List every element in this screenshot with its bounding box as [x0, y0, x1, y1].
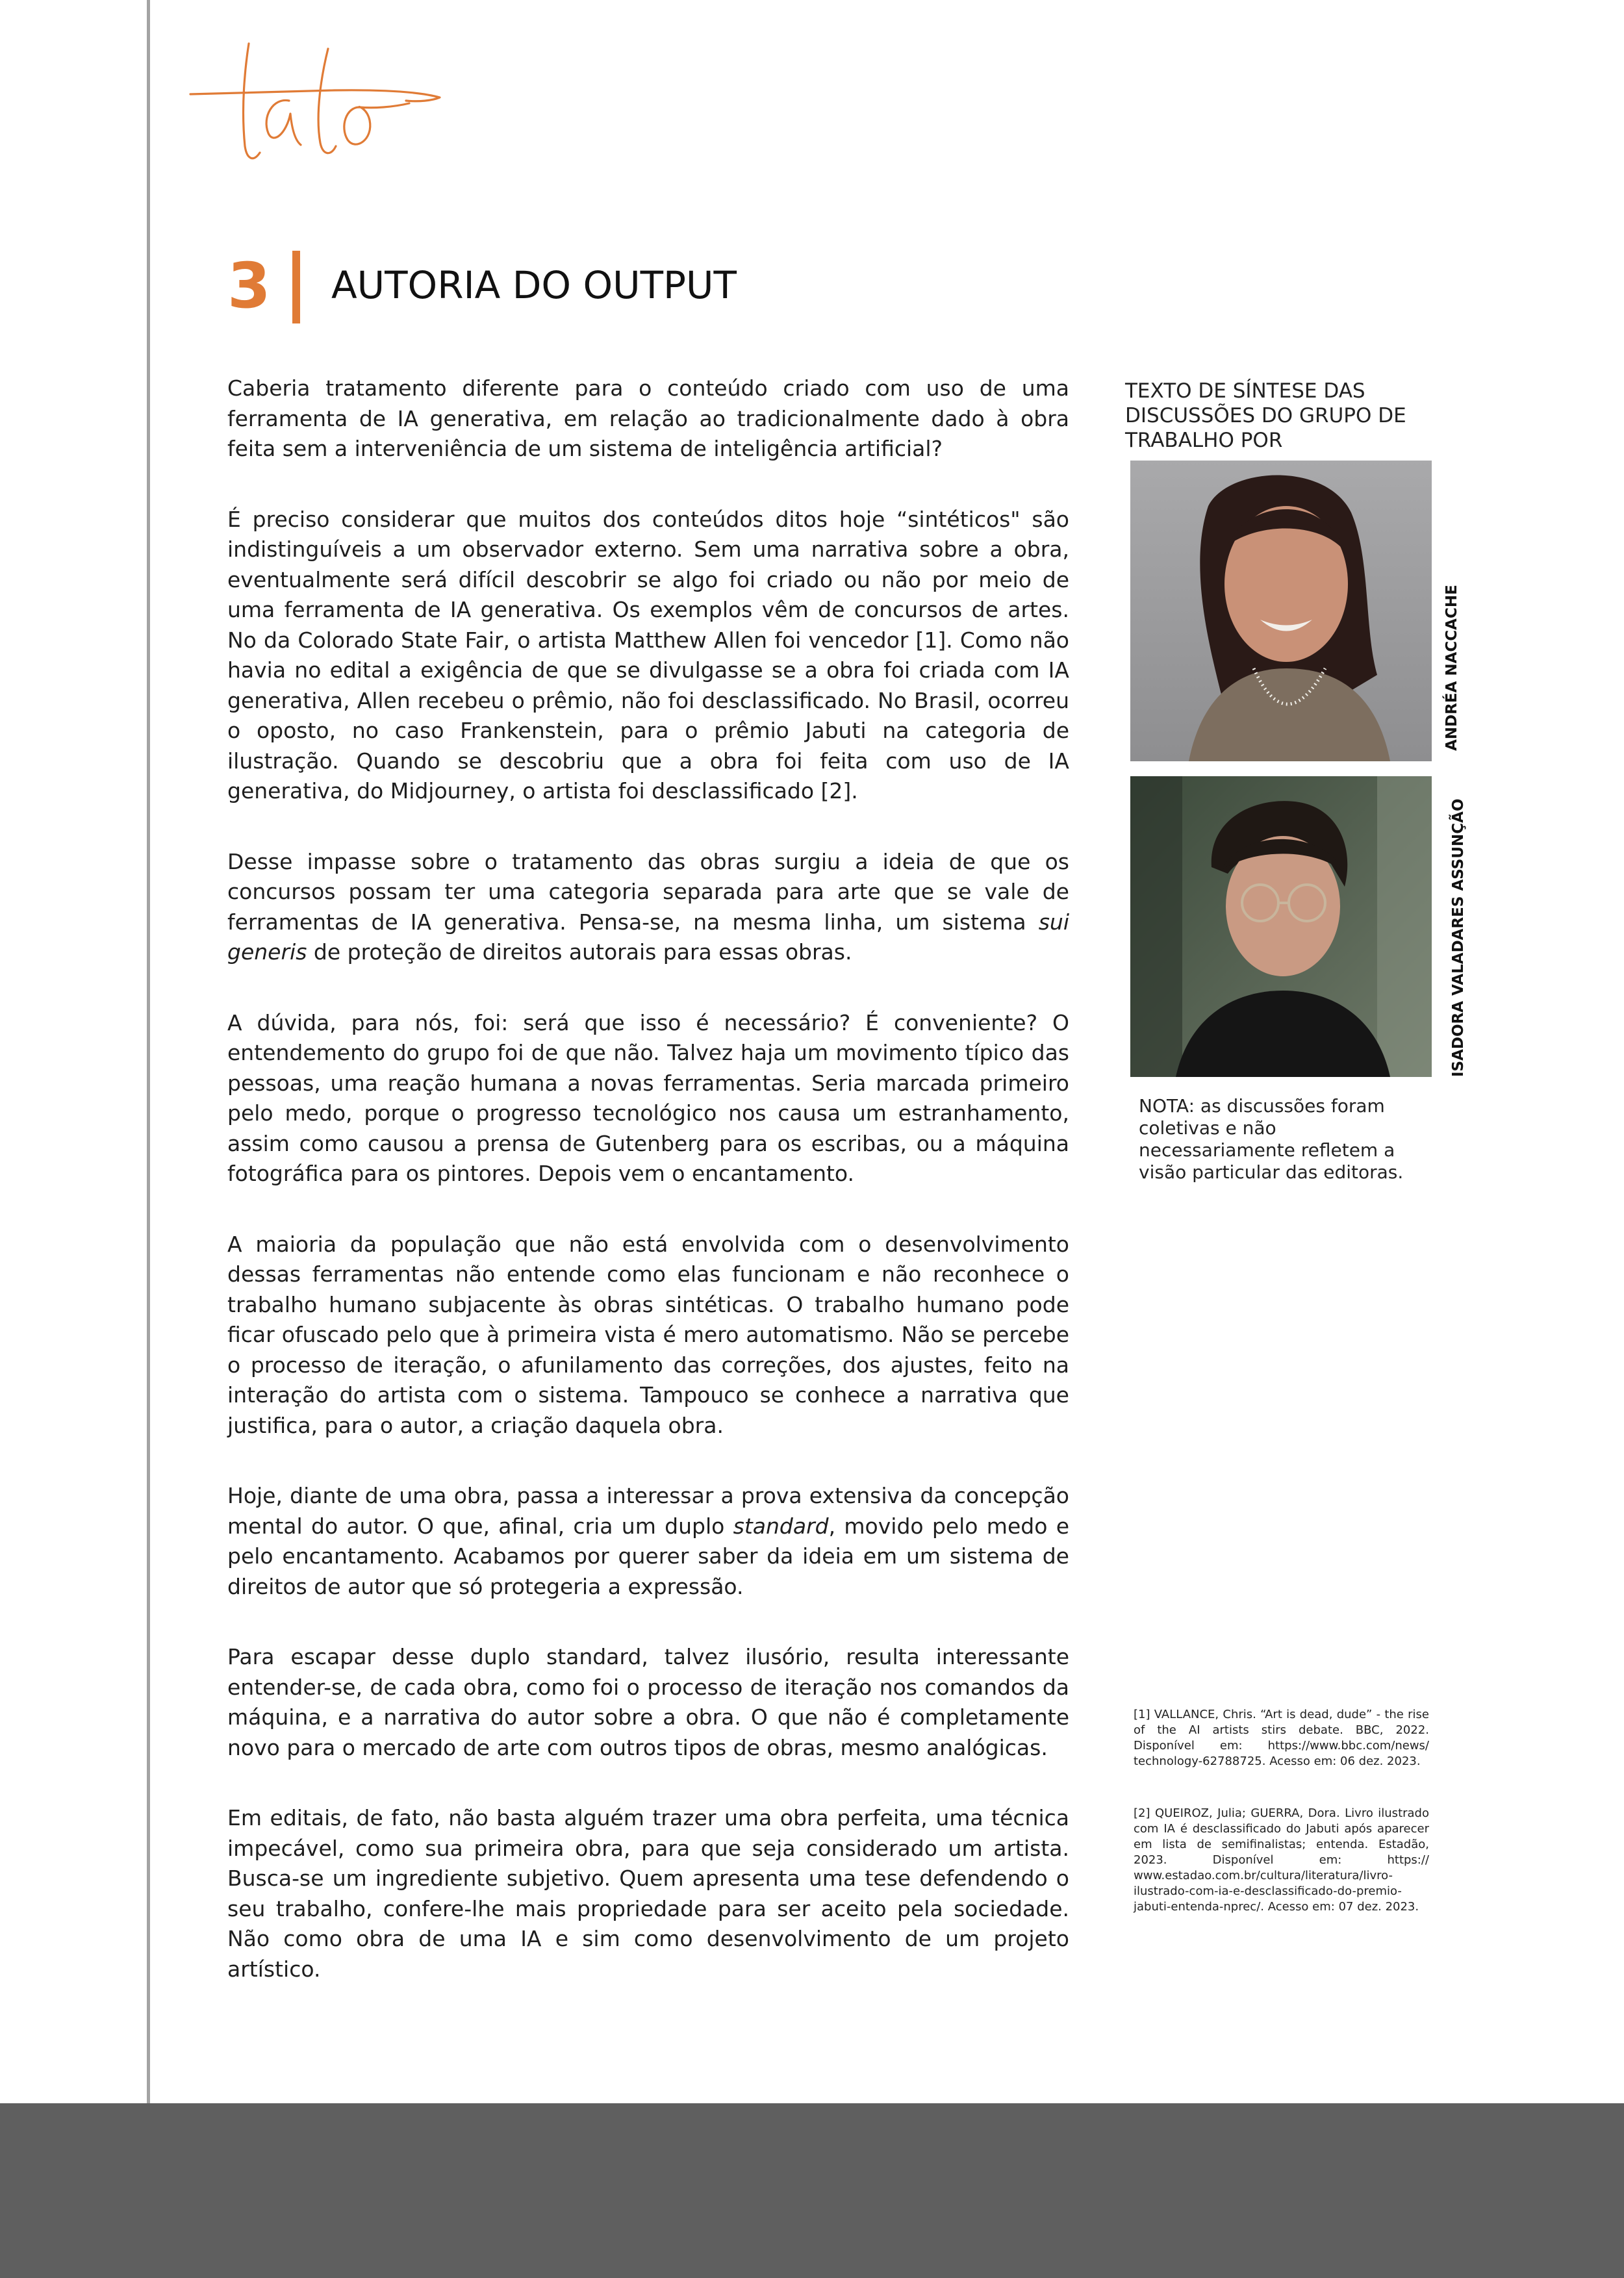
paragraph-text: Hoje, diante de uma obra, passa a interessar a prova extensiva da concepção mental do autor. O que, afinal, cria um duplo	[227, 1483, 1069, 1539]
margin-line	[147, 0, 150, 2278]
paragraph: A dúvida, para nós, foi: será que isso é necessário? É conveniente? O entendemento do grupo foi de que não. Talvez haja um movimento típico das pessoas, uma reação humana a novas ferramentas. Seria marcada primeiro pelo medo, porque o progresso tecnológico nos causa um estranhamento, assim como causou a prensa de Gutenberg para os escribas, ou a máquina fotográfica para os pintores. Depois vem o encantamento.	[227, 1009, 1069, 1186]
note-text: NOTA: as discussões foram coletivas e não necessariamente refletem a visão particular das editoras.	[1139, 1095, 1404, 1183]
paragraph: É preciso considerar que muitos dos conteúdos ditos hoje “sintéticos" são indistinguíveis a um observador externo. Sem uma narrativa sobre a obra, eventualmente será difícil descobrir se algo foi criado ou não por meio de uma ferramenta de IA generativa. Os exemplos vêm de concursos de artes. No da Colorado State Fair, o artista Matthew Allen foi vencedor [1]. Como não havia no edital a exigência de que se divulgasse se a obra foi criada com IA generativa, Allen recebeu o prêmio, não foi desclassificado. No Brasil, ocorreu o oposto, no caso Frankenstein, para o prêmio Jabuti na categoria de ilustração. Quando se descobriu que a obra foi feita com uso de IA generativa, do Midjourney, o artista foi desclassificado [2].	[227, 506, 1069, 804]
person-name-isadora: ISADORA VALADARES ASSUNÇÃO	[1450, 798, 1467, 1077]
tato-logo	[185, 36, 445, 172]
portrait-photo-andrea	[1130, 461, 1432, 761]
section-title: AUTORIA DO OUTPUT	[331, 263, 737, 307]
paragraph	[227, 1481, 1069, 1602]
paragraph-text: de proteção de direitos autorais para essas obras.	[307, 939, 852, 965]
paragraph	[227, 847, 1069, 968]
section-divider	[292, 251, 300, 323]
paragraph-text: , movido pelo medo e pelo encantamento. Acabamos por querer saber da ideia em um sistema de direitos de autor que só protegeria a expressão.	[227, 1513, 1069, 1599]
paragraph: Em editais, de fato, não basta alguém trazer uma obra perfeita, uma técnica impecável, como sua primeira obra, para que seja considerado um artista. Busca-se um ingrediente subjetivo. Quem apresenta uma tese defendendo o seu trabalho, confere-lhe mais propriedade para ser aceito pela sociedade. Não como obra de uma IA e sim como desenvolvimento de um projeto artístico.	[227, 1805, 1069, 1982]
emphasis-text: standard	[733, 1513, 829, 1539]
footnote: [2] QUEIROZ, Julia; GUERRA, Dora. Livro ilustrado com IA é desclassificado do Jabuti após aparecer em lista de semifinalistas; entenda. Estadão, 2023. Disponível em: https:// www.estadao.com.br/cultura/literatura/livro-ilustrado-com-ia-e-desclassificado-do-premio-jabuti-entenda-nprec/. Acesso em: 07 dez. 2023.	[1134, 1806, 1429, 1914]
footnote: [1] VALLANCE, Chris. “Art is dead, dude” - the rise of the AI artists stirs debate. BBC, 2022. Disponível em: https://www.bbc.com/news/ technology-62788725. Acesso em: 06 dez. 2023.	[1134, 1708, 1429, 1768]
section-number: 3	[227, 249, 271, 322]
person-name-andrea: ANDRÉA NACCACHE	[1443, 585, 1460, 751]
article-body	[227, 373, 1069, 2025]
synthesis-label: TEXTO DE SÍNTESE DAS DISCUSSÕES DO GRUPO DE TRABALHO POR	[1125, 379, 1406, 452]
paragraph-text: Desse impasse sobre o tratamento das obras surgiu a ideia de que os concursos possam ter uma categoria separada para arte que se vale de ferramentas de IA generativa. Pensa-se, na mesma linha, um sistema	[227, 848, 1069, 935]
paragraph: Para escapar desse duplo standard, talvez ilusório, resulta interessante entender-se, de cada obra, como foi o processo de iteração nos comandos da máquina, e a narrativa do autor sobre a obra. O que não é completamente novo para o mercado de arte com outros tipos de obras, mesmo analógicas.	[227, 1644, 1069, 1760]
portrait-photo-isadora	[1130, 776, 1432, 1077]
footer-band	[0, 2103, 1624, 2278]
paragraph: Caberia tratamento diferente para o conteúdo criado com uso de uma ferramenta de IA generativa, em relação ao tradicionalmente dado à obra feita sem a interveniência de um sistema de inteligência artificial?	[227, 375, 1069, 461]
paragraph: A maioria da população que não está envolvida com o desenvolvimento dessas ferramentas não entende como elas funcionam e não reconhece o trabalho humano subjacente às obras sintéticas. O trabalho humano pode ficar ofuscado pelo que à primeira vista é mero automatismo. Não se percebe o processo de iteração, o afunilamento das correções, dos ajustes, feito na interação do artista com o sistema. Tampouco se conhece a narrativa que justifica, para o autor, a criação daquela obra.	[227, 1231, 1069, 1438]
emphasis-text: sui generis	[227, 909, 1069, 965]
